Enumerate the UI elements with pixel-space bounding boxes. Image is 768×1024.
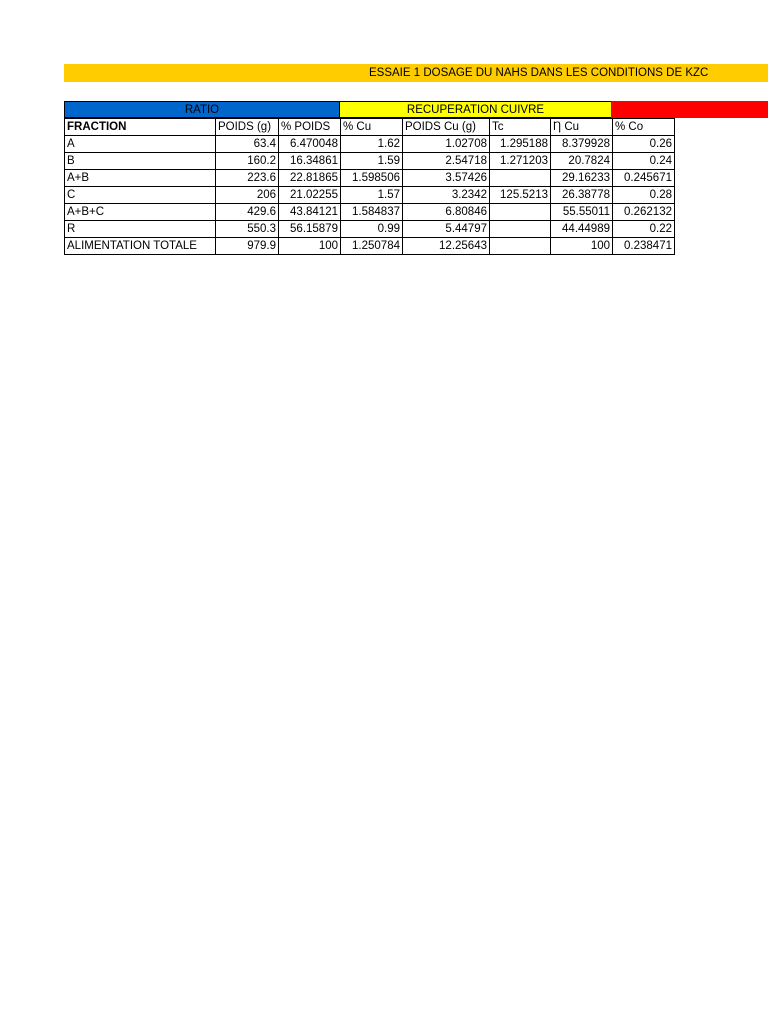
cell-pct-cu[interactable]: 0.99	[341, 221, 403, 238]
cell-eta-cu[interactable]: 20.7824	[551, 153, 613, 170]
cell-poids-cu[interactable]: 6.80846	[403, 204, 490, 221]
table-row	[65, 238, 675, 255]
cell-tc[interactable]	[490, 238, 551, 255]
cell-eta-cu[interactable]: 29.16233	[551, 170, 613, 187]
cell-pct-cu[interactable]: 1.250784	[341, 238, 403, 255]
column-header-pct-cu[interactable]: % Cu	[341, 119, 403, 136]
group-header-cobalt	[611, 101, 768, 118]
column-header-poids-cu[interactable]: POIDS Cu (g)	[403, 119, 490, 136]
cell-pct-co[interactable]: 0.26	[613, 136, 675, 153]
cell-pct-co[interactable]: 0.28	[613, 187, 675, 204]
cell-eta-cu[interactable]: 44.44989	[551, 221, 613, 238]
cell-fraction[interactable]: B	[65, 153, 216, 170]
cell-pct-poids[interactable]: 16.34861	[279, 153, 341, 170]
cell-poids[interactable]: 63.4	[216, 136, 279, 153]
cell-pct-cu[interactable]: 1.59	[341, 153, 403, 170]
cell-poids[interactable]: 979.9	[216, 238, 279, 255]
cell-poids-cu[interactable]: 12.25643	[403, 238, 490, 255]
cell-fraction[interactable]: R	[65, 221, 216, 238]
cell-poids-cu[interactable]: 3.57426	[403, 170, 490, 187]
cell-poids[interactable]: 160.2	[216, 153, 279, 170]
cell-pct-co[interactable]: 0.245671	[613, 170, 675, 187]
cell-fraction[interactable]: ALIMENTATION TOTALE	[65, 238, 216, 255]
cell-pct-poids[interactable]: 56.15879	[279, 221, 341, 238]
cell-tc[interactable]: 125.5213	[490, 187, 551, 204]
cell-poids[interactable]: 223.6	[216, 170, 279, 187]
table-row	[65, 204, 675, 221]
cell-tc[interactable]	[490, 221, 551, 238]
group-header-ratio: RATIO	[64, 101, 340, 118]
sheet-title: ESSAIE 1 DOSAGE DU NAHS DANS LES CONDITIONS DE KZC	[369, 67, 709, 79]
cell-poids-cu[interactable]: 2.54718	[403, 153, 490, 170]
cell-pct-poids[interactable]: 100	[279, 238, 341, 255]
cell-pct-co[interactable]: 0.24	[613, 153, 675, 170]
column-header-pct-co[interactable]: % Co	[613, 119, 675, 136]
title-bar	[64, 64, 768, 82]
cell-poids-cu[interactable]: 1.02708	[403, 136, 490, 153]
column-header-tc[interactable]: Tc	[490, 119, 551, 136]
table-header-row	[65, 119, 675, 136]
table-row	[65, 187, 675, 204]
cell-tc[interactable]: 1.295188	[490, 136, 551, 153]
cell-pct-poids[interactable]: 22.81865	[279, 170, 341, 187]
cell-fraction[interactable]: A	[65, 136, 216, 153]
column-header-fraction[interactable]: FRACTION	[65, 119, 216, 136]
cell-poids-cu[interactable]: 5.44797	[403, 221, 490, 238]
data-table	[64, 118, 675, 255]
cell-tc[interactable]	[490, 170, 551, 187]
cell-poids[interactable]: 429.6	[216, 204, 279, 221]
table-row	[65, 170, 675, 187]
cell-pct-cu[interactable]: 1.57	[341, 187, 403, 204]
cell-poids[interactable]: 550.3	[216, 221, 279, 238]
cell-pct-poids[interactable]: 6.470048	[279, 136, 341, 153]
cell-poids[interactable]: 206	[216, 187, 279, 204]
cell-pct-co[interactable]: 0.262132	[613, 204, 675, 221]
cell-eta-cu[interactable]: 8.379928	[551, 136, 613, 153]
cell-pct-co[interactable]: 0.22	[613, 221, 675, 238]
cell-fraction[interactable]: C	[65, 187, 216, 204]
cell-pct-poids[interactable]: 21.02255	[279, 187, 341, 204]
cell-pct-cu[interactable]: 1.62	[341, 136, 403, 153]
table-row	[65, 221, 675, 238]
column-header-poids[interactable]: POIDS (g)	[216, 119, 279, 136]
cell-tc[interactable]: 1.271203	[490, 153, 551, 170]
cell-pct-cu[interactable]: 1.598506	[341, 170, 403, 187]
cell-pct-poids[interactable]: 43.84121	[279, 204, 341, 221]
cell-eta-cu[interactable]: 100	[551, 238, 613, 255]
table-row	[65, 136, 675, 153]
table-row	[65, 153, 675, 170]
group-header-recuperation-cuivre: RECUPERATION CUIVRE	[340, 101, 611, 118]
cell-tc[interactable]	[490, 204, 551, 221]
cell-pct-co[interactable]: 0.238471	[613, 238, 675, 255]
cell-fraction[interactable]: A+B	[65, 170, 216, 187]
cell-eta-cu[interactable]: 55.55011	[551, 204, 613, 221]
cell-pct-cu[interactable]: 1.584837	[341, 204, 403, 221]
column-header-eta-cu[interactable]: Ƞ Cu	[551, 119, 613, 136]
cell-eta-cu[interactable]: 26.38778	[551, 187, 613, 204]
cell-fraction[interactable]: A+B+C	[65, 204, 216, 221]
cell-poids-cu[interactable]: 3.2342	[403, 187, 490, 204]
column-header-pct-poids[interactable]: % POIDS	[279, 119, 341, 136]
